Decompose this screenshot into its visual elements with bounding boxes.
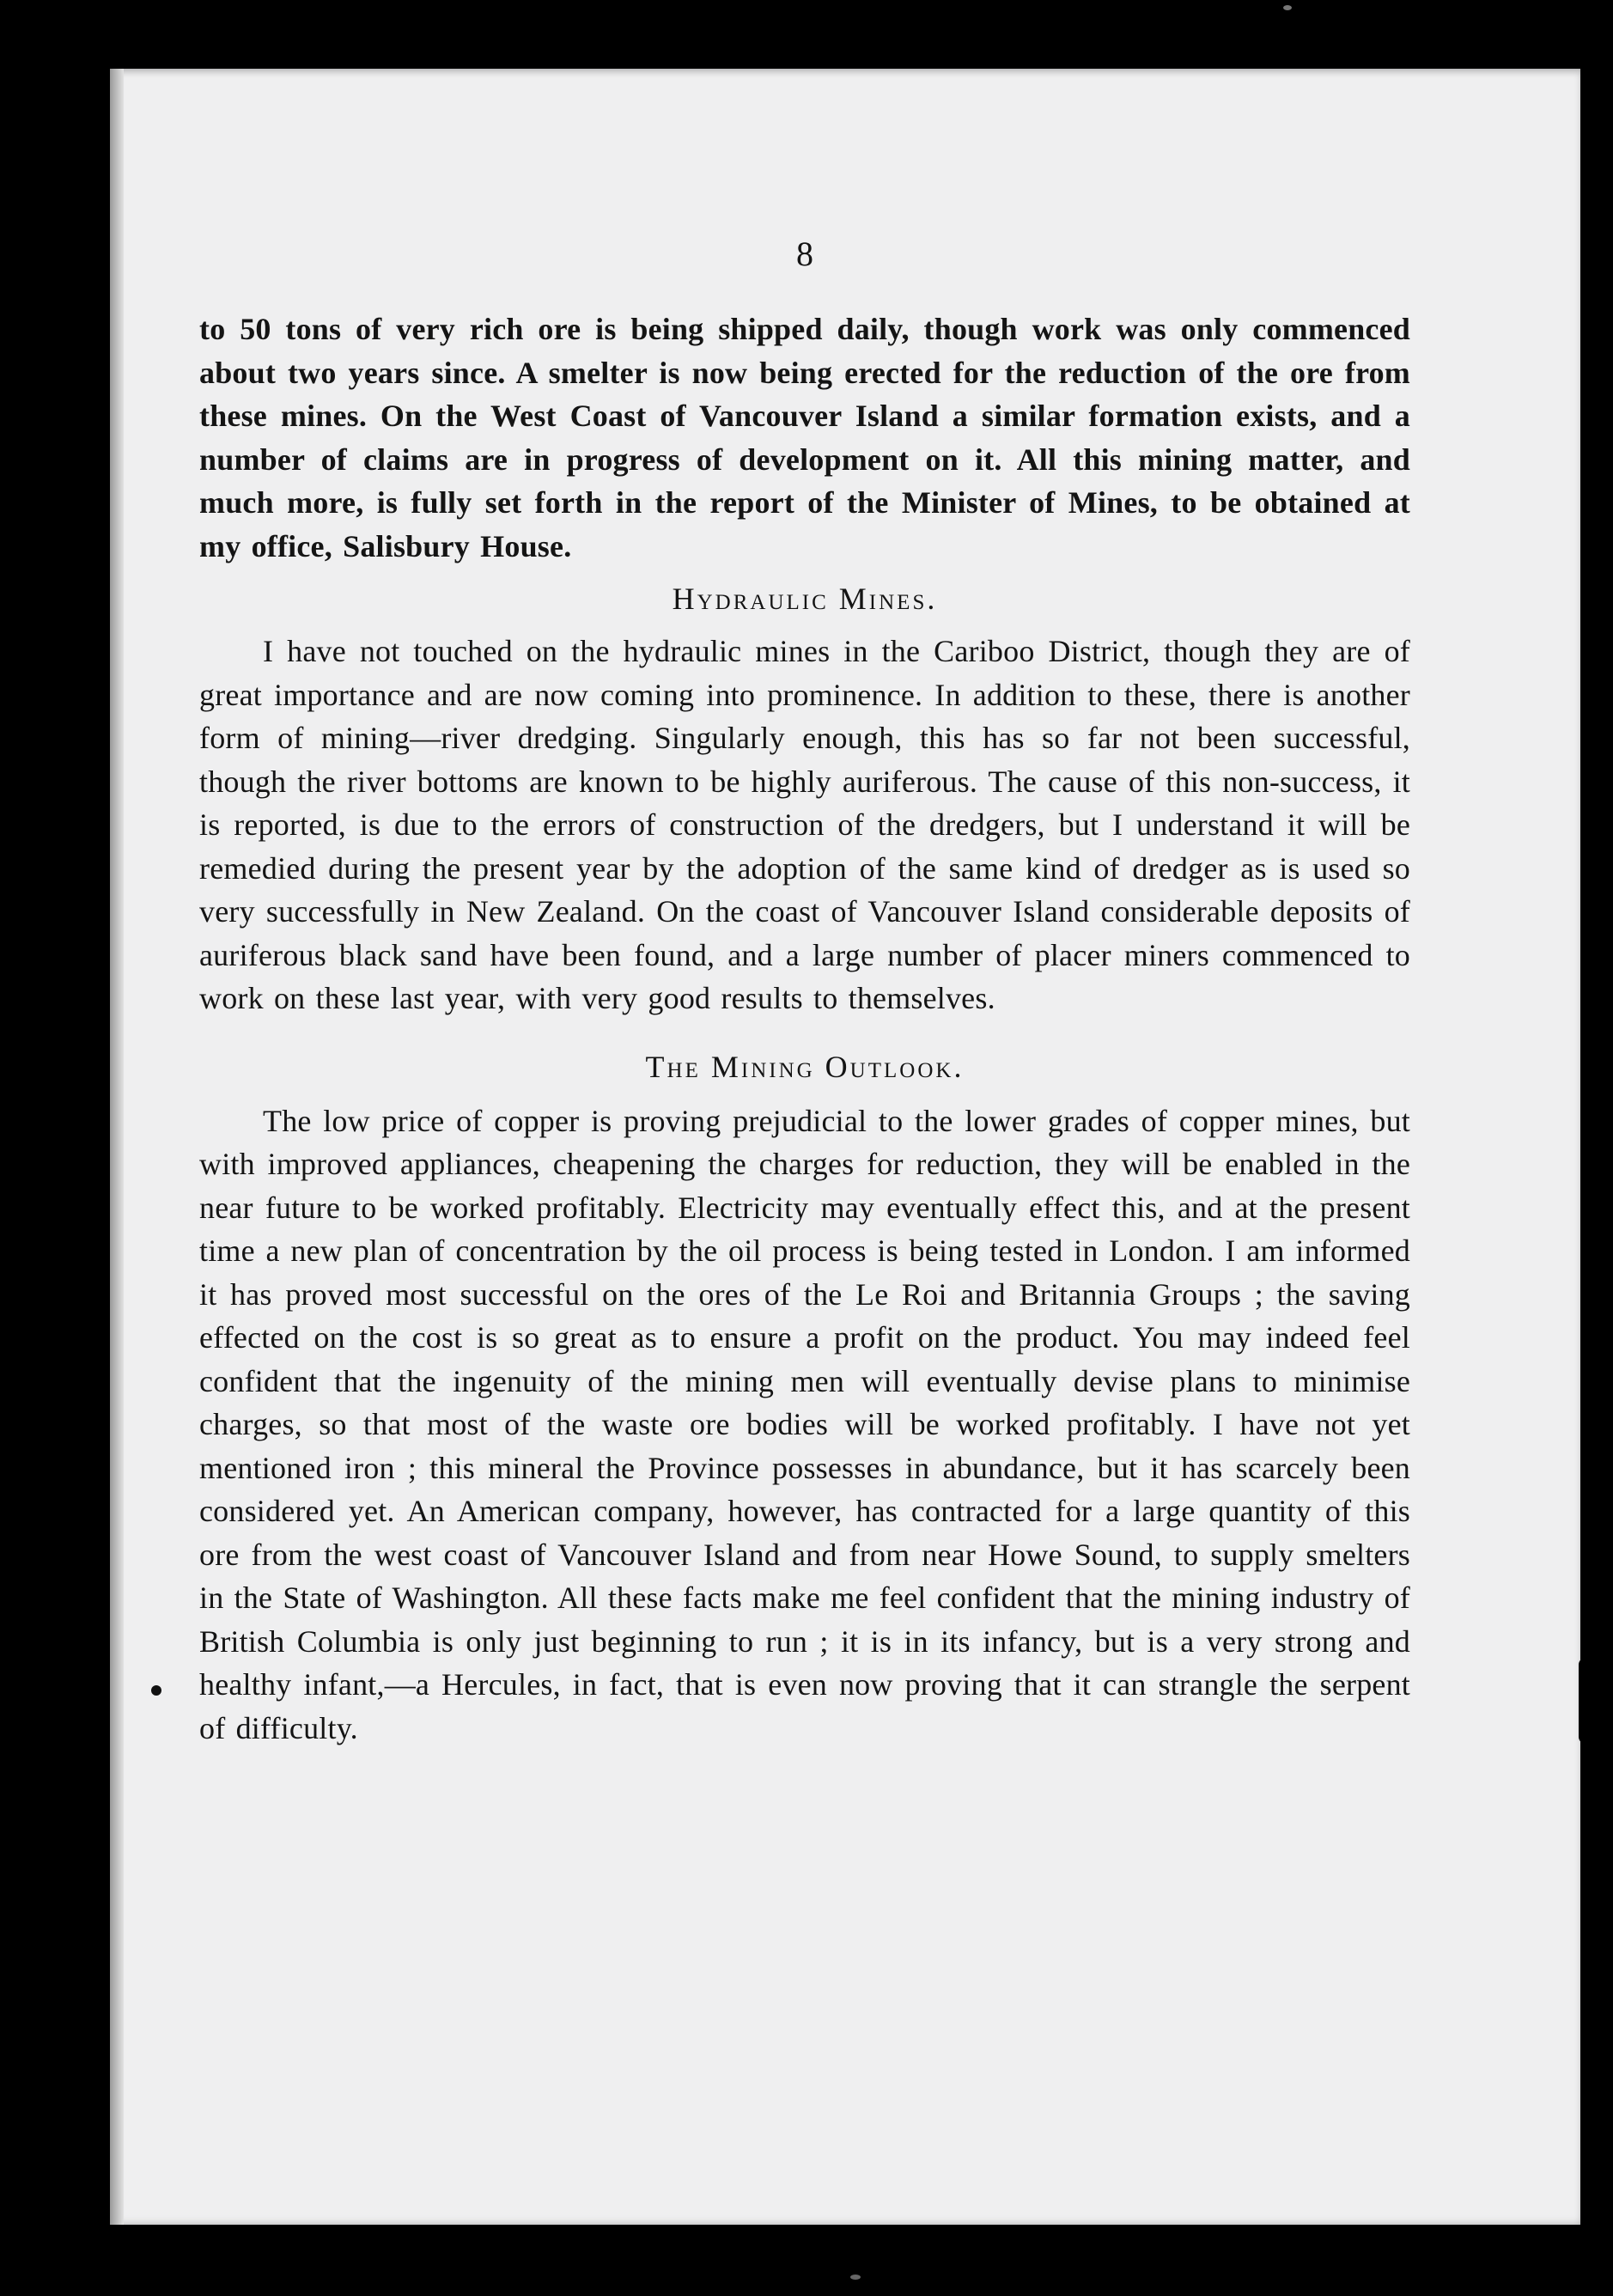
scan-mark-right-3 <box>1579 1658 1592 1744</box>
paragraph-hydraulic-mines: I have not touched on the hydraulic mines in the Cariboo District, though they are of great importance and are now coming into prominence. In addition to these, there is another form of mining—river dredging. Singularly enough, this has so far not been successful, though the river bottoms are known to be highly auriferous. The cause of this non-success, it is reported, is due to the errors of construction of the dredgers, but I understand it will be remedied during the present year by the adoption of the same kind of dredger as is used so very successfully in New Zealand. On the coast of Vancouver Island considerable deposits of auriferous black sand have been found, and a large number of placer miners commenced to work on these last year, with very good results to themselves. <box>199 634 1410 1015</box>
speck-top <box>1283 5 1292 10</box>
speck-bottom <box>850 2275 861 2280</box>
margin-dot <box>151 1685 161 1696</box>
scan-mark-right-2 <box>1584 727 1594 823</box>
scan-mark-right-1 <box>1580 612 1594 732</box>
paragraph-smelter: to 50 tons of very rich ore is being shipped daily, though work was only commenced about two years since. A smelter is now being erected for the reduction of the ore from these mines. On the West Coast of Vancouver Island a similar formation exists, and a number of claims are in progress of development on it. All this mining matter, and much more, is fully set forth in the report of the Minister of Mines, to be obtained at my office, Salisbury House. <box>199 312 1410 563</box>
heading-hydraulic-mines: Hydraulic Mines. <box>672 582 938 616</box>
heading-mining-outlook: The Mining Outlook. <box>645 1049 965 1084</box>
paragraph-mining-outlook: The low price of copper is proving prejudicial to the lower grades of copper mines, but with improved appliances, cheapening the charges for reduction, they will be enabled in the near future to be worked profitably. Electricity may eventually effect this, and at the present time a new plan of concentration by the oil process is being tested in London. I am informed it has proved most successful on the ores of the Le Roi and Britannia Groups ; the saving effected on the cost is so great as to ensure a profit on the product. You may indeed feel confident that the ingenuity of the mining men will eventually devise plans to minimise charges, so that most of the waste ore bodies will be worked profitably. I have not yet mentioned iron ; this mineral the Province possesses in abundance, but it has scarcely been considered yet. An American company, however, has contracted for a large quantity of this ore from the west coast of Vancouver Island and from near Howe Sound, to supply smelters in the State of Washington. All these facts make me feel confident that the mining industry of British Columbia is only just beginning to run ; it is in its infancy, but is a very strong and healthy infant,—a Hercules, in fact, that is even now proving that it can strangle the serpent of difficulty. <box>199 1103 1410 1745</box>
page-text-block <box>199 234 1410 1750</box>
sheet-binding-edge <box>110 69 124 2225</box>
page-number: 8 <box>796 234 813 273</box>
scan-mark-right-4 <box>1582 1785 1592 1874</box>
